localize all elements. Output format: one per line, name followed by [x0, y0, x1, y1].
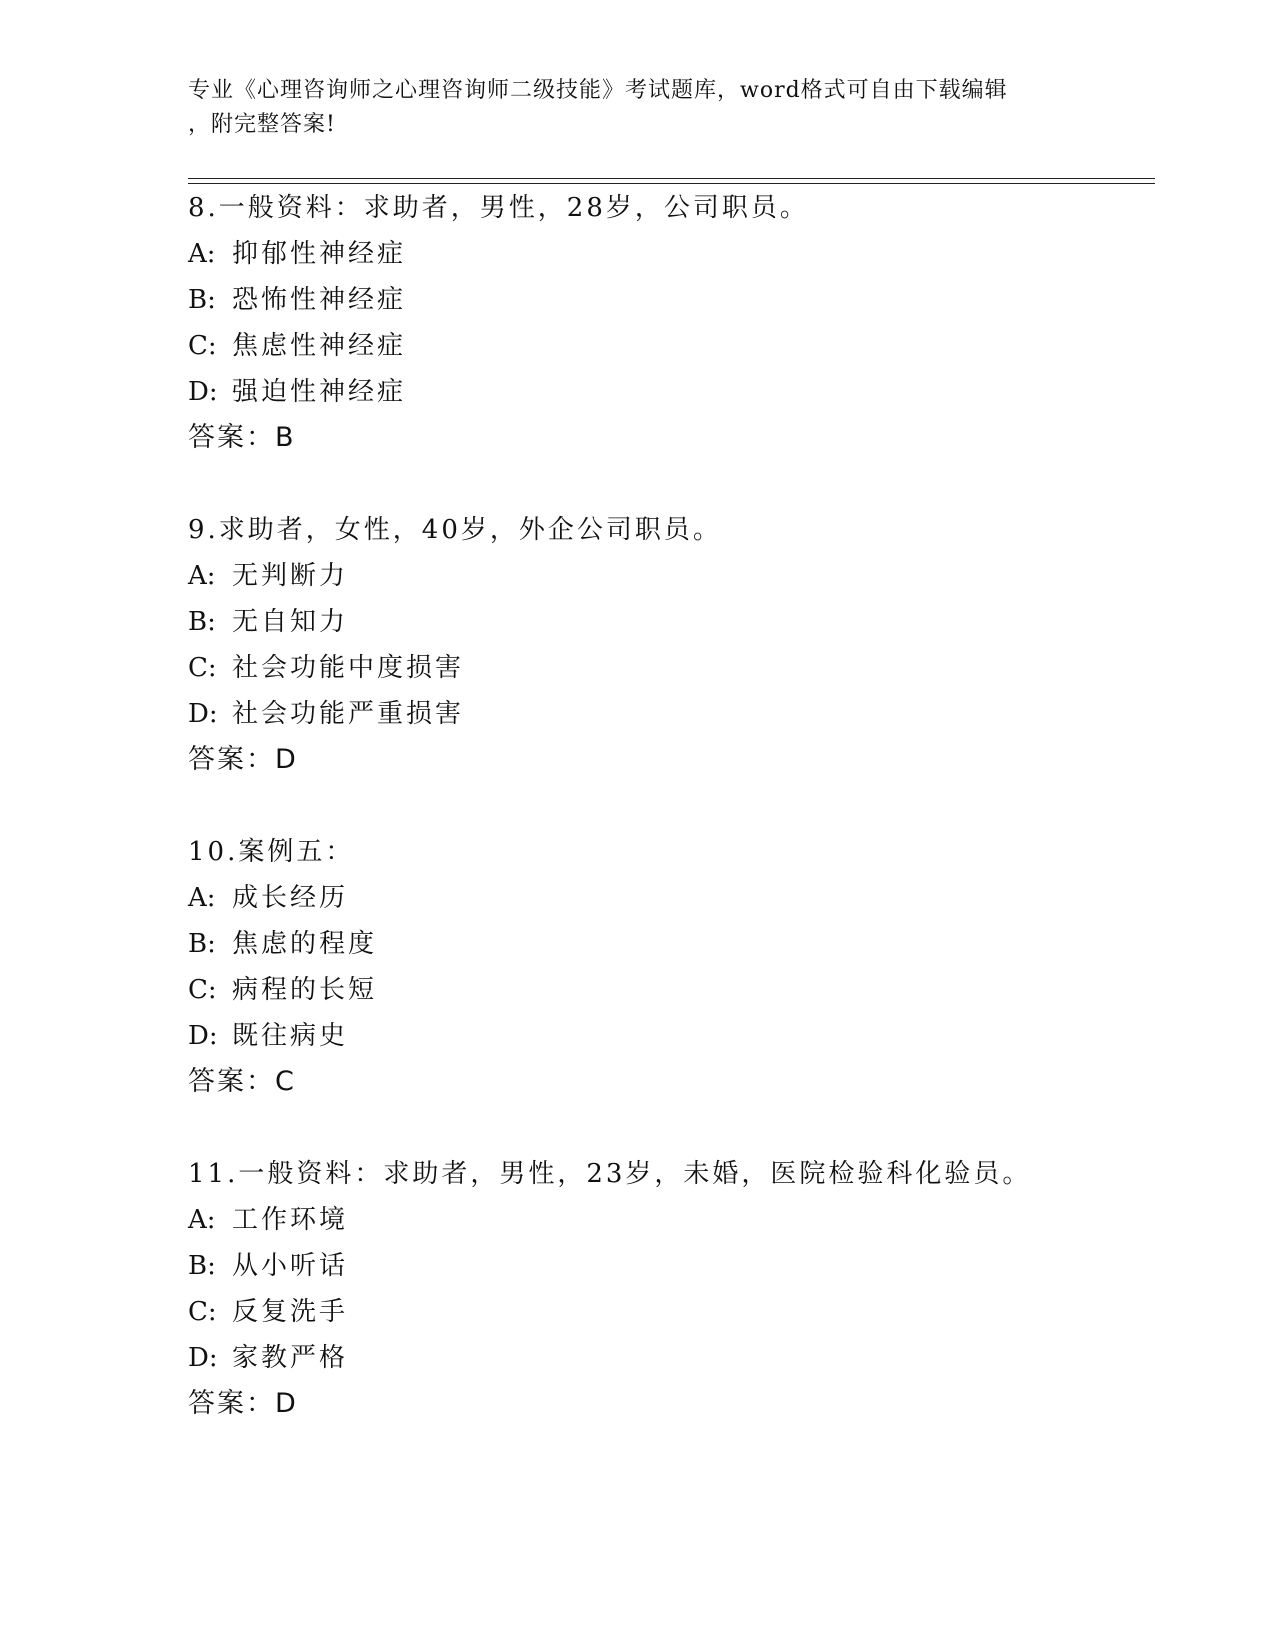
option-key: B:: [188, 285, 216, 315]
option-c: [188, 967, 1188, 1013]
option-b: [188, 277, 1188, 323]
option-key: C:: [188, 975, 217, 1005]
option-key: A:: [188, 883, 216, 913]
option-a: [188, 1197, 1188, 1243]
option-c: [188, 323, 1188, 369]
option-text: 焦虑的程度: [232, 929, 378, 959]
option-a: [188, 553, 1188, 599]
question-stem: 10.案例五：: [188, 837, 355, 867]
option-key: D:: [188, 1343, 218, 1373]
header-line-1: 专业《心理咨询师之心理咨询师二级技能》考试题库，word格式可自由下载编辑: [188, 78, 1008, 103]
option-text: 抑郁性神经症: [232, 239, 407, 269]
answer-line: 答案：C: [188, 1066, 296, 1097]
option-key: C:: [188, 331, 217, 361]
header-divider-top: [188, 178, 1155, 179]
option-key: B:: [188, 607, 216, 637]
option-d: [188, 369, 1188, 415]
document-header: [188, 74, 1078, 142]
answer-line: 答案：D: [188, 1388, 298, 1419]
question-stem: 11.一般资料：求助者，男性，23岁，未婚，医院检验科化验员。: [188, 1159, 1032, 1189]
option-key: B:: [188, 1251, 216, 1281]
question-block: [188, 185, 1188, 461]
header-line-2: ，附完整答案!: [188, 112, 336, 137]
header-divider-bottom: [188, 183, 1155, 184]
question-block: [188, 829, 1188, 1105]
option-key: A:: [188, 239, 216, 269]
option-text: 无判断力: [232, 561, 349, 591]
option-a: [188, 231, 1188, 277]
option-text: 强迫性神经症: [232, 377, 407, 407]
option-key: D:: [188, 1021, 218, 1051]
option-key: D:: [188, 699, 218, 729]
option-text: 成长经历: [232, 883, 349, 913]
option-key: A:: [188, 561, 216, 591]
option-text: 家教严格: [232, 1343, 349, 1373]
option-key: C:: [188, 1297, 217, 1327]
option-d: [188, 1335, 1188, 1381]
question-block: [188, 507, 1188, 783]
option-b: [188, 921, 1188, 967]
option-key: D:: [188, 377, 218, 407]
option-text: 反复洗手: [232, 1297, 349, 1327]
option-d: [188, 691, 1188, 737]
option-text: 病程的长短: [232, 975, 378, 1005]
option-text: 社会功能中度损害: [232, 653, 465, 683]
option-a: [188, 875, 1188, 921]
option-text: 社会功能严重损害: [232, 699, 465, 729]
option-text: 既往病史: [232, 1021, 349, 1051]
option-d: [188, 1013, 1188, 1059]
option-text: 恐怖性神经症: [232, 285, 407, 315]
option-text: 工作环境: [232, 1205, 349, 1235]
question-stem: 9.求助者，女性，40岁，外企公司职员。: [188, 515, 722, 545]
option-key: B:: [188, 929, 216, 959]
option-text: 焦虑性神经症: [232, 331, 407, 361]
option-b: [188, 599, 1188, 645]
question-stem: 8.一般资料：求助者，男性，28岁，公司职员。: [188, 193, 809, 223]
option-c: [188, 645, 1188, 691]
option-text: 无自知力: [232, 607, 349, 637]
answer-line: 答案：D: [188, 744, 298, 775]
question-block: [188, 1151, 1188, 1427]
answer-line: 答案：B: [188, 422, 296, 453]
option-text: 从小听话: [232, 1251, 349, 1281]
option-key: C:: [188, 653, 217, 683]
option-key: A:: [188, 1205, 216, 1235]
option-b: [188, 1243, 1188, 1289]
option-c: [188, 1289, 1188, 1335]
